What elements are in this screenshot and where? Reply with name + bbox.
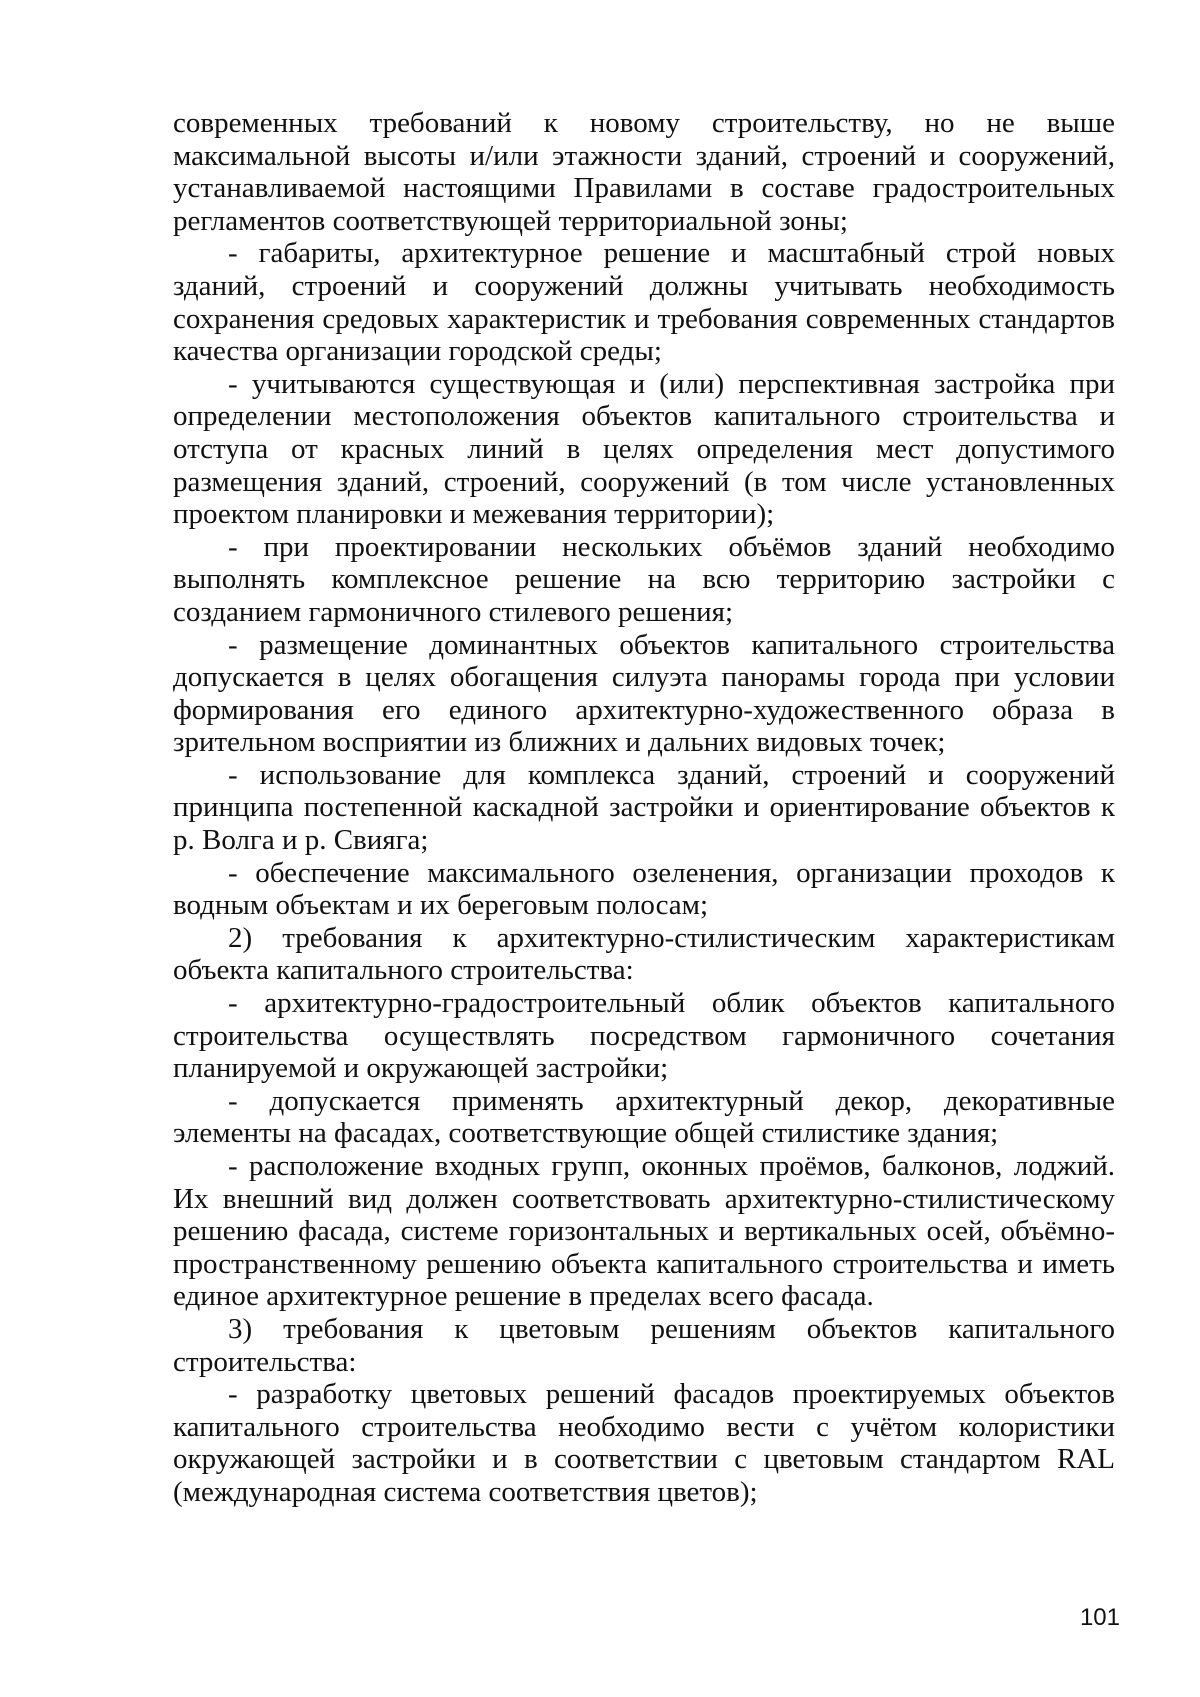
paragraph-section-2-heading: 2) требования к архитектурно-стилистическим характеристикам объекта капитального строительства: — [173, 921, 1115, 987]
paragraph-section-3-heading: 3) требования к цветовым решениям объектов капитального строительства: — [173, 1312, 1115, 1378]
paragraph-continuation: современных требований к новому строительству, но не выше максимальной высоты и/или этажности зданий, строений и сооружений, устанавливаемой настоящими Правилами в составе градостроительных регламентов соответствующей территориальной зоны; — [173, 107, 1115, 237]
paragraph-cascade-development: - использование для комплекса зданий, строений и сооружений принципа постепенной каскадной застройки и ориентирование объектов к р. Волга и р. Свияга; — [173, 758, 1115, 857]
paragraph-entrance-groups: - расположение входных групп, оконных проёмов, балконов, лоджий. Их внешний вид должен соответствовать архитектурно-стилистическому решению фасада, системе горизонтальных и вертикальных осей, объёмно-пространственному решению объекта капитального строительства и иметь единое архитектурное решение в пределах всего фасада. — [173, 1150, 1115, 1313]
paragraph-dimensions: - габариты, архитектурное решение и масштабный строй новых зданий, строений и сооружений должны учитывать необходимость сохранения средовых характеристик и требования современных стандартов качества организации городской среды; — [173, 237, 1115, 368]
paragraph-color-solutions: - разработку цветовых решений фасадов проектируемых объектов капитального строительства необходимо вести с учётом колористики окружающей застройки и в соответствии с цветовым стандартом RAL (международная система соответствия цветов); — [173, 1378, 1115, 1508]
paragraph-multiple-volumes: - при проектировании нескольких объёмов зданий необходимо выполнять комплексное решение на всю территорию застройки с созданием гармоничного стилевого решения; — [173, 530, 1115, 628]
paragraph-decor: - допускается применять архитектурный декор, декоративные элементы на фасадах, соответствующие общей стилистике здания; — [173, 1084, 1115, 1150]
paragraph-architectural-appearance: - архитектурно-градостроительный облик объектов капитального строительства осуществлять посредством гармоничного сочетания планируемой и окружающей застройки; — [173, 987, 1115, 1085]
paragraph-existing-development: - учитываются существующая и (или) перспективная застройка при определении местоположения объектов капитального строительства и отступа от красных линий в целях определения мест допустимого размещения зданий, строений, сооружений (в том числе установленных проектом планировки и межевания территории); — [173, 367, 1115, 531]
document-body — [173, 107, 1115, 1509]
paragraph-dominant-objects: - размещение доминантных объектов капитального строительства допускается в целях обогащения силуэта панорамы города при условии формирования его единого архитектурно-художественного образа в зрительном восприятии из ближних и дальних видовых точек; — [173, 628, 1115, 759]
paragraph-greening: - обеспечение максимального озеленения, организации проходов к водным объектам и их береговым полосам; — [173, 856, 1115, 922]
page-number: 101 — [1079, 1604, 1120, 1631]
